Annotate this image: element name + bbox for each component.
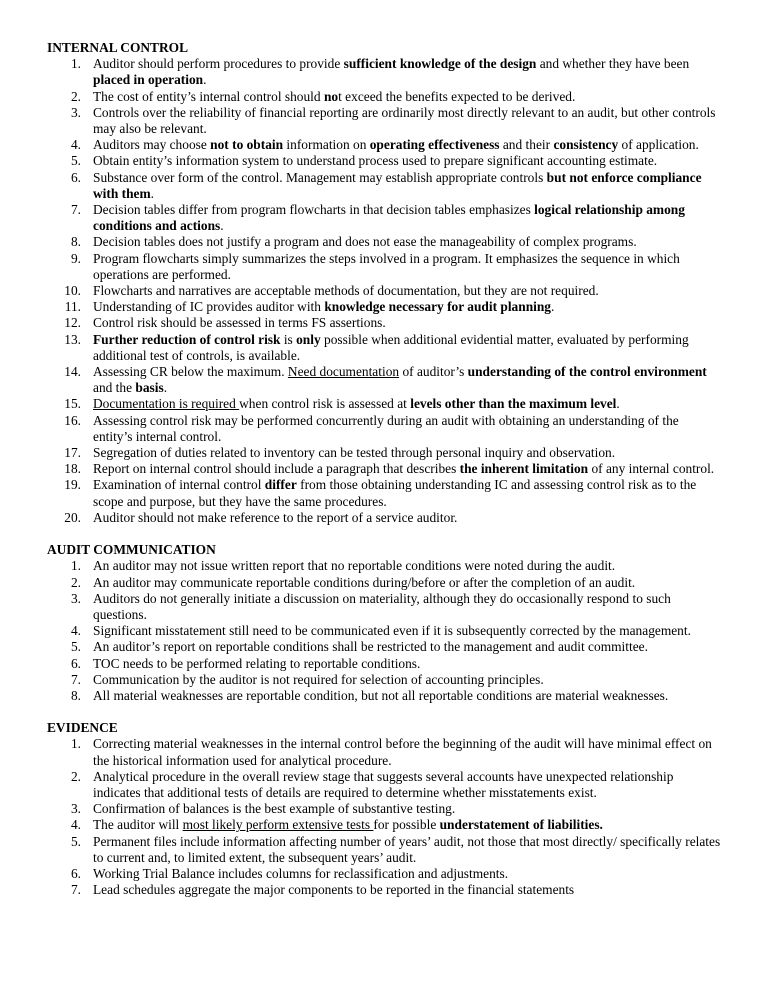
item-number: 7. (70, 882, 81, 898)
item-text: Flowcharts and narratives are acceptable methods of documentation, but they are not required. (93, 283, 599, 299)
item-number: 1. (70, 56, 81, 72)
item-text: Auditors do not generally initiate a discussion on materiality, although they do occasionally respond to such questions. (93, 590, 671, 622)
item-text: . (203, 72, 207, 88)
item-text: Auditors may choose (93, 137, 211, 153)
list-item (0, 299, 768, 315)
item-text: The cost of entity’s internal control should (93, 88, 324, 104)
list-item (0, 591, 768, 623)
list-item (0, 445, 768, 461)
item-number: 5. (70, 639, 81, 655)
bold-text: understatement of liabilities. (439, 817, 603, 833)
item-number: 6. (70, 169, 81, 185)
section-internal-control (0, 40, 768, 526)
item-text: An auditor may communicate reportable conditions during/before or after the completion of an audit. (93, 574, 636, 590)
list-item (0, 510, 768, 526)
bold-text: levels other than the maximum level (410, 396, 617, 412)
list-item (0, 461, 768, 477)
item-text: Working Trial Balance includes columns for reclassification and adjustments. (93, 865, 509, 881)
list-item (0, 817, 768, 833)
item-text: Assessing control risk may be performed concurrently during an audit with obtaining an understanding of the entity’s internal control. (93, 412, 679, 444)
bold-text: the inherent limitation (459, 461, 589, 477)
item-number: 2. (70, 88, 81, 104)
item-number: 6. (70, 865, 81, 881)
numbered-list (0, 736, 768, 898)
item-text: of application. (618, 137, 699, 153)
item-text: All material weaknesses are reportable condition, but not all reportable conditions are material weaknesses. (93, 687, 669, 703)
item-text: . (616, 396, 620, 412)
list-item (0, 202, 768, 234)
section-heading: INTERNAL CONTROL (47, 40, 188, 55)
list-item (0, 882, 768, 898)
item-number: 1. (70, 736, 81, 752)
list-item (0, 89, 768, 105)
item-text: Program flowcharts simply summarizes the steps involved in a program. It emphasizes the sequence in which operations are performed. (93, 250, 680, 282)
item-text: Report on internal control should include a paragraph that describes (93, 461, 460, 477)
list-item (0, 251, 768, 283)
item-text: information on (283, 137, 370, 153)
item-number: 6. (70, 655, 81, 671)
list-item (0, 283, 768, 299)
list-item (0, 170, 768, 202)
section-heading: EVIDENCE (47, 720, 118, 736)
list-item (0, 105, 768, 137)
item-number: 8. (70, 687, 81, 703)
item-text: and whether they have been (536, 56, 690, 72)
document-page (0, 40, 768, 914)
list-item (0, 834, 768, 866)
bold-text: placed in operation (93, 72, 204, 88)
list-item (0, 736, 768, 768)
item-number: 14. (64, 364, 81, 380)
item-text: Analytical procedure in the overall review stage that suggests several accounts have unexpected relationship indicates that additional tests of details are required to determine whether misstatements exist. (93, 768, 674, 800)
bold-text: no (323, 88, 339, 104)
item-number: 4. (70, 137, 81, 153)
item-number: 7. (70, 202, 81, 218)
list-item (0, 639, 768, 655)
list-item (0, 672, 768, 688)
item-text: possible when additional evidential matter, evaluated by performing additional test of controls, is available. (93, 331, 689, 363)
section-evidence (0, 720, 768, 898)
item-text: Communication by the auditor is not required for selection of accounting principles. (93, 671, 544, 687)
section-heading: AUDIT COMMUNICATION (47, 542, 216, 558)
bold-text: consistency (553, 137, 619, 153)
item-number: 10. (64, 283, 81, 299)
bold-text: understanding of the control environment (467, 364, 707, 380)
list-item (0, 801, 768, 817)
bold-text: knowledge necessary for audit planning (324, 299, 552, 315)
item-number: 20. (64, 509, 81, 525)
item-number: 19. (64, 477, 81, 493)
item-text: t exceed the benefits expected to be derived. (338, 88, 576, 104)
bold-text: operating effectiveness (369, 137, 500, 153)
bold-text: logical relationship among conditions and actions (93, 202, 685, 234)
item-text: Assessing CR below the maximum. (93, 364, 288, 380)
item-text: Permanent files include information affecting number of years’ audit, not those that most directly/ specifically relates to current and, to limited extent, the subsequent years’ audit. (93, 833, 721, 865)
list-item (0, 315, 768, 331)
item-number: 3. (70, 801, 81, 817)
list-item (0, 688, 768, 704)
list-item (0, 364, 768, 396)
list-item (0, 477, 768, 509)
item-number: 18. (64, 461, 81, 477)
list-item (0, 396, 768, 412)
item-text: Segregation of duties related to inventory can be tested through personal inquiry and observation. (93, 445, 616, 461)
underlined-text: Need documentation (287, 364, 400, 380)
item-number: 3. (70, 104, 81, 120)
item-number: 1. (70, 558, 81, 574)
item-text: is (280, 331, 297, 347)
underlined-text: most likely perform extensive tests (182, 817, 374, 833)
item-text: Obtain entity’s information system to understand process used to prepare significant accounting estimate. (93, 153, 658, 169)
item-number: 15. (64, 396, 81, 412)
item-text: Control risk should be assessed in terms FS assertions. (93, 315, 386, 331)
item-text: . (551, 299, 555, 315)
numbered-list (0, 558, 768, 704)
bold-text: Further reduction of control risk (93, 331, 281, 347)
bold-text: differ (264, 477, 297, 493)
list-item (0, 153, 768, 169)
item-text: when control risk is assessed at (239, 396, 411, 412)
item-number: 3. (70, 590, 81, 606)
item-text: Substance over form of the control. Management may establish appropriate controls (93, 169, 547, 185)
item-text: Understanding of IC provides auditor with (93, 299, 325, 315)
list-item (0, 769, 768, 801)
bold-text: but not enforce compliance with them (93, 169, 702, 201)
item-text: . (150, 185, 155, 201)
item-text: Confirmation of balances is the best example of substantive testing. (93, 801, 456, 817)
item-text: Examination of internal control (93, 477, 265, 493)
item-text: Correcting material weaknesses in the internal control before the beginning of the audit will have minimal effect on the historical information used for analytical procedure. (93, 736, 712, 768)
item-number: 12. (64, 315, 81, 331)
item-number: 7. (70, 671, 81, 687)
item-number: 9. (70, 250, 81, 266)
list-item (0, 56, 768, 88)
bold-text: basis (135, 380, 164, 396)
list-item (0, 866, 768, 882)
item-number: 13. (64, 331, 81, 347)
bold-text: not to obtain (210, 137, 284, 153)
item-text: for possible (373, 817, 440, 833)
item-text: Auditor should perform procedures to provide (93, 56, 344, 72)
item-text: Decision tables differ from program flowcharts in that decision tables emphasizes (93, 202, 535, 218)
item-text: . (220, 218, 224, 234)
list-item (0, 558, 768, 574)
numbered-list (0, 56, 768, 526)
underlined-text: Documentation is required (93, 396, 240, 412)
item-number: 11. (64, 299, 81, 315)
bold-text: sufficient knowledge of the design (343, 56, 537, 72)
item-number: 4. (70, 623, 81, 639)
item-number: 2. (70, 768, 81, 784)
item-text: of any internal control. (588, 461, 715, 477)
item-text: and their (499, 137, 554, 153)
item-text: An auditor’s report on reportable conditions shall be restricted to the management and audit committee. (93, 639, 648, 655)
list-item (0, 623, 768, 639)
item-text: The auditor will (93, 817, 183, 833)
item-text: TOC needs to be performed relating to reportable conditions. (93, 655, 421, 671)
item-text: and the (93, 380, 136, 396)
item-number: 17. (64, 445, 81, 461)
item-text: of auditor’s (399, 364, 468, 380)
item-text: Lead schedules aggregate the major components to be reported in the financial statements (93, 882, 575, 898)
item-text: Decision tables does not justify a program and does not ease the manageability of complex programs. (93, 234, 637, 250)
bold-text: only (296, 331, 321, 347)
list-item (0, 575, 768, 591)
list-item (0, 413, 768, 445)
item-text: from those obtaining understanding IC and assessing control risk as to the scope and purpose, but they have the same procedures. (93, 477, 697, 509)
item-text: Auditor should not make reference to the report of a service auditor. (93, 509, 458, 525)
item-text: An auditor may not issue written report that no reportable conditions were noted during the audit. (93, 558, 616, 574)
item-number: 8. (70, 234, 81, 250)
item-number: 16. (64, 412, 81, 428)
section-audit-communication (0, 542, 768, 704)
item-number: 4. (70, 817, 81, 833)
item-text: Significant misstatement still need to be communicated even if it is subsequently corrected by the management. (93, 623, 691, 639)
list-item (0, 332, 768, 364)
item-number: 5. (70, 833, 81, 849)
item-number: 2. (70, 574, 81, 590)
item-number: 5. (70, 153, 81, 169)
list-item (0, 656, 768, 672)
item-text: Controls over the reliability of financial reporting are ordinarily most directly relevant to an audit, but other controls may also be relevant. (93, 104, 716, 137)
list-item (0, 137, 768, 153)
list-item (0, 234, 768, 250)
item-text: . (163, 380, 168, 396)
